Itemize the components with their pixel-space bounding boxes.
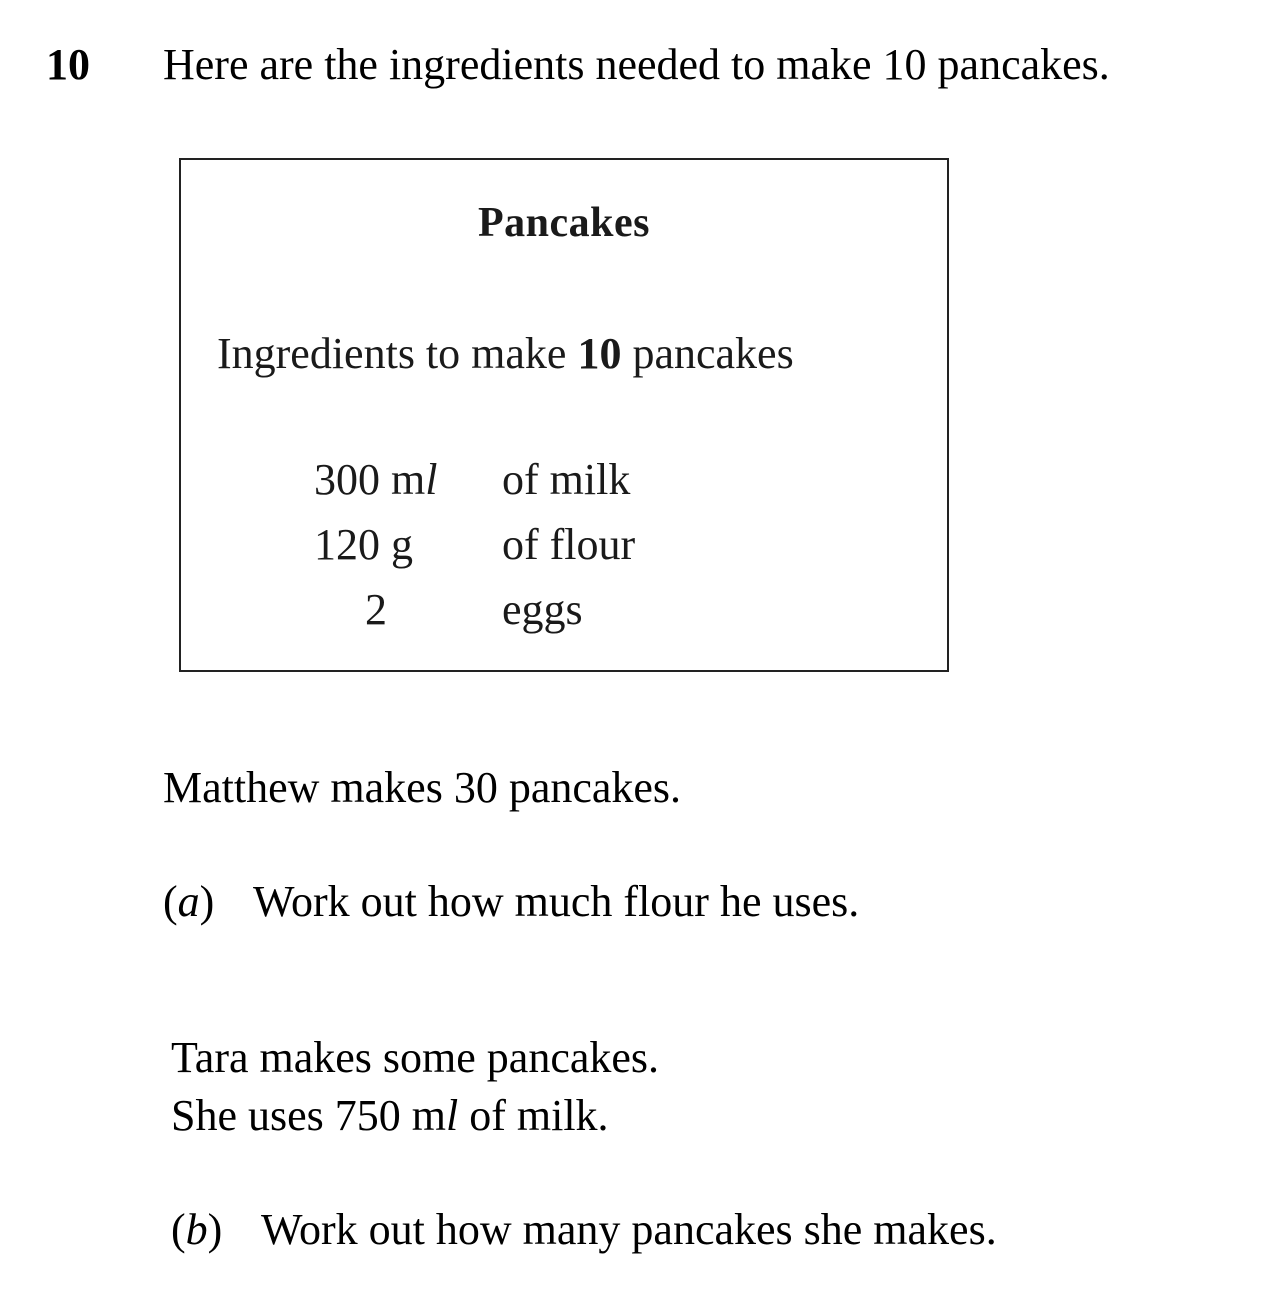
ingredient-name: eggs	[502, 585, 583, 634]
ingredient-quantity-number: 120 g	[314, 520, 413, 569]
ingredient-quantity	[314, 517, 413, 573]
tara-line2-suffix: of milk.	[458, 1091, 609, 1140]
recipe-subtitle-count: 10	[577, 329, 622, 378]
part-b-label-open: (	[171, 1205, 186, 1254]
ingredient-quantity-number: 2	[365, 585, 387, 634]
ingredient-quantity	[365, 582, 387, 638]
tara-line2-unit: l	[446, 1091, 459, 1140]
part-a-label-open: (	[163, 877, 178, 926]
ingredient-quantity	[314, 452, 437, 508]
tara-statement-line1: Tara makes some pancakes.	[171, 1033, 660, 1082]
part-b-label-close: )	[207, 1205, 223, 1254]
ingredient-quantity-unit: l	[425, 455, 438, 504]
part-b-label-letter: b	[185, 1205, 208, 1254]
question-number: 10	[46, 40, 90, 89]
ingredient-quantity-number: 300 m	[314, 455, 426, 504]
tara-statement-line2	[171, 1088, 609, 1144]
ingredient-name: of flour	[502, 520, 636, 569]
question-intro: Here are the ingredients needed to make 10 pancakes.	[163, 40, 1110, 89]
part-a-question: Work out how much flour he uses.	[253, 877, 860, 926]
ingredient-name: of milk	[502, 455, 631, 504]
tara-line2-prefix: She uses 750 m	[171, 1091, 446, 1140]
recipe-subtitle-suffix: pancakes	[621, 329, 794, 378]
recipe-subtitle-prefix: Ingredients to make	[217, 329, 578, 378]
part-b-label	[171, 1202, 222, 1258]
part-a-label-close: )	[199, 877, 215, 926]
recipe-title: Pancakes	[478, 200, 650, 246]
part-a-label-letter: a	[177, 877, 200, 926]
part-a-label	[163, 874, 214, 930]
matthew-statement: Matthew makes 30 pancakes.	[163, 763, 682, 812]
recipe-subtitle	[217, 326, 794, 382]
part-b-question: Work out how many pancakes she makes.	[261, 1205, 997, 1254]
